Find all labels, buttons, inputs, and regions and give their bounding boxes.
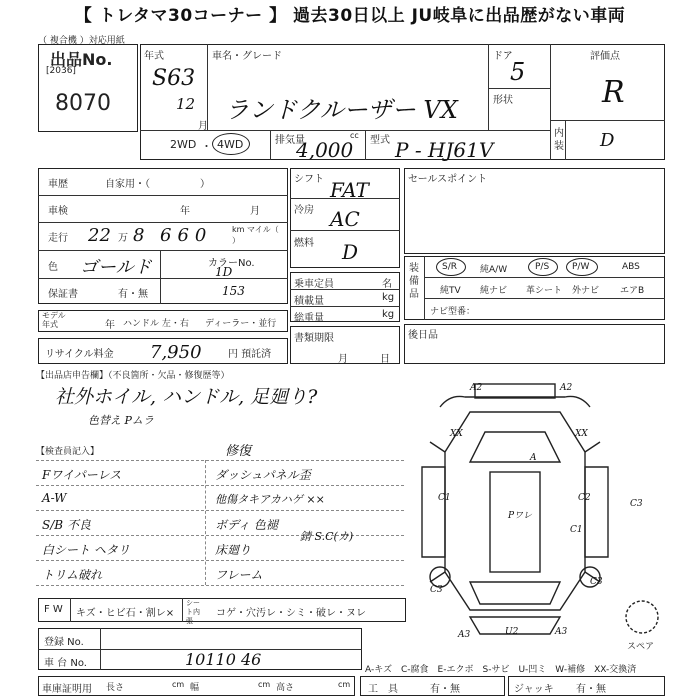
inspector-left-2: S/B 不良	[42, 518, 91, 532]
fw-label: F W	[44, 604, 63, 615]
score-label: 評価点	[590, 51, 620, 62]
warranty-value: 有・無	[118, 289, 148, 300]
cert-height: 高さ	[276, 683, 295, 693]
inspector-left-3: 白シート ヘタリ	[42, 543, 130, 557]
gross-label: 総重量	[294, 313, 324, 324]
exhibitor-note-line2: 色替え Pムラ	[88, 414, 154, 427]
doors-label: ドア	[493, 51, 513, 62]
mark-a: A	[530, 453, 537, 463]
lot-label: 出品No.	[50, 50, 113, 69]
inspector-left-4: トリム破れ	[42, 568, 103, 582]
doc-deadline-m: 月	[338, 354, 348, 365]
recycle-value: 7,950	[150, 342, 202, 363]
inspection-label: 車検	[48, 206, 68, 217]
eq-airbag: エアB	[620, 286, 645, 296]
equipment-label: 装備品	[409, 263, 419, 300]
mark-c3-left: C3	[430, 585, 443, 595]
mileage-a: 22	[88, 225, 111, 246]
mark-c3-right: C3	[590, 577, 603, 587]
model-dealer: ディーラー・並行	[205, 319, 277, 329]
jack-value: 有・無	[576, 684, 606, 695]
model-year-y: 年	[105, 320, 115, 331]
model-year-label: モデル年式	[42, 311, 66, 329]
inspection-month: 月	[250, 206, 260, 217]
mark-xx-left: XX	[450, 429, 463, 439]
model-handle: ハンドル 左・右	[123, 319, 189, 329]
type-label: 型式	[370, 135, 390, 146]
mileage-b: 8	[133, 225, 145, 246]
cooling-label: 冷房	[294, 205, 314, 216]
eq-navi: 純ナビ	[480, 286, 508, 296]
shape-label: 形状	[493, 95, 513, 106]
recycle-unit: 円 預託済	[228, 349, 272, 360]
capacity-unit: 名	[382, 279, 392, 290]
cert-cm1: cm	[172, 680, 185, 689]
mark-a3-left: A3	[458, 630, 471, 640]
history-label: 車歴	[48, 179, 68, 190]
eq-pw-circle	[566, 258, 598, 276]
drive-4wd: 4WD	[217, 138, 244, 151]
fuel-value: D	[342, 240, 359, 264]
afterwork-box	[404, 324, 665, 364]
fw-items: コゲ・穴汚レ・シミ・破レ・ヌレ	[216, 608, 366, 619]
eq-tv: 純TV	[440, 286, 461, 296]
inspector-left-1: A-W	[42, 491, 67, 505]
inspector-label: 【検査員記入】	[36, 447, 100, 457]
displacement-unit: cc	[350, 131, 359, 140]
inspector-right-0: ダッシュパネル歪	[215, 468, 311, 482]
tools-value: 有・無	[430, 684, 460, 695]
year-month-label: 月	[198, 121, 208, 132]
mark-c2: C2	[578, 493, 591, 503]
model-label: 車名・グレード	[212, 51, 282, 62]
capacity-label: 乗車定員	[294, 279, 334, 290]
mileage-c: 660	[160, 225, 213, 246]
mark-a3-right: A3	[555, 627, 568, 637]
year-value: S63	[152, 66, 196, 91]
eq-sr-circle	[436, 258, 466, 276]
jack-label: ジャッキ	[514, 684, 554, 695]
cert-cm3: cm	[338, 680, 351, 689]
mark-a2-left: A2	[470, 383, 483, 393]
drive-2wd: 2WD	[170, 138, 197, 151]
tools-label: 工 具	[368, 684, 398, 695]
inspection-year: 年	[180, 206, 190, 217]
year-month: 12	[176, 95, 196, 113]
eq-navi-model: ナビ型番：	[430, 307, 476, 317]
lot-number: 8070	[55, 91, 111, 116]
eq-extnavi: 外ナビ	[572, 286, 600, 296]
recycle-label: リサイクル料金	[45, 349, 114, 360]
eq-ps-circle	[528, 258, 558, 276]
eq-abs: ABS	[622, 262, 640, 272]
cert-cm2: cm	[258, 680, 271, 689]
fw-kizu: キズ・ヒビ石・割レ×	[76, 608, 175, 619]
fuel-label: 燃料	[294, 238, 314, 249]
interior-value: D	[600, 130, 615, 151]
reg-no-label: 登録 No.	[44, 637, 84, 648]
mark-c3-right-top: C3	[630, 499, 643, 509]
car-damage-diagram	[410, 372, 672, 644]
color-label: 色	[48, 262, 58, 273]
inspector-right-extra: 錆 S.C(カ)	[300, 530, 354, 543]
chassis-value: 10110 46	[185, 650, 262, 669]
load-unit: kg	[382, 292, 395, 303]
color-value: ゴールド	[80, 257, 152, 278]
eq-sr: S/R	[442, 262, 457, 272]
fw-sheet: シート内 張	[186, 599, 200, 625]
damage-legend: A-キズ C-腐食 E-エクボ S-サビ U-凹ミ W-補修 XX-交換済	[365, 665, 637, 675]
mileage-label: 走行	[48, 233, 68, 244]
color-no: 1D	[215, 265, 233, 279]
mark-pware: Pワレ	[508, 511, 533, 521]
mileage-unit: km マイル（ ）	[232, 225, 279, 245]
shift-value: FAT	[330, 178, 369, 202]
gross-unit: kg	[382, 309, 395, 320]
eq-aw: 純A/W	[480, 265, 508, 275]
exhibitor-note-line1: 社外ホイル, ハンドル, 足廻り?	[55, 386, 318, 408]
history-value: 自家用・（ ）	[105, 179, 210, 190]
cert-label: 車庫証明用	[42, 684, 92, 695]
inspector-right-3: 床廻り	[215, 543, 252, 557]
eq-pw: P/W	[572, 262, 590, 272]
doc-deadline-label: 書類期限	[294, 333, 334, 344]
inspector-right-4: フレーム	[215, 568, 263, 582]
mark-u2: U2	[505, 627, 519, 637]
interior-label: 内装	[554, 128, 564, 152]
displacement-value: 4,000	[296, 138, 354, 162]
inspector-right-top: 修復	[225, 444, 252, 459]
year-label: 年式	[144, 51, 164, 62]
chassis-label: 車 台 No.	[44, 658, 87, 669]
mark-xx-right: XX	[575, 429, 588, 439]
drive-sep: ・	[201, 140, 212, 153]
mark-c1-right: C1	[570, 525, 583, 535]
displacement-label: 排気量	[275, 135, 305, 146]
afterwork-label: 後日品	[408, 330, 438, 341]
top-banner: 【 トレタマ30コーナー 】 過去30日以上 JU岐阜に出品歴がない車両	[0, 0, 700, 32]
eq-ps: P/S	[535, 262, 550, 272]
exhibitor-note-label: 【出品店申告欄】（不良箇所・欠品・修復歴等）	[36, 371, 230, 381]
cert-width: 幅	[190, 683, 200, 693]
score-value: R	[602, 75, 625, 110]
color-code: 153	[222, 284, 245, 298]
cert-length: 長さ	[106, 683, 125, 693]
doc-deadline-d: 日	[380, 354, 390, 365]
mileage-man: 万	[118, 233, 128, 244]
eq-leather: 革シート	[526, 286, 563, 296]
spare-label: スペア	[627, 642, 655, 652]
doors-value: 5	[510, 58, 526, 86]
mark-a2-right: A2	[560, 383, 573, 393]
warranty-label: 保証書	[48, 289, 78, 300]
type-value: P - HJ61V	[395, 138, 494, 162]
lot-code: [2036]	[46, 66, 76, 76]
cooling-value: AC	[330, 207, 360, 231]
inspector-left-0: Fワイパーレス	[42, 468, 122, 482]
inspector-right-1: 他傷タキアカハゲ ××	[215, 493, 325, 506]
subheader: （ 複合機 ）対応用紙	[38, 36, 125, 46]
color-no-label: カラーNo.	[208, 258, 255, 269]
model-value: ランドクルーザー VX	[225, 96, 458, 124]
inspector-right-2: ボディ 色褪	[215, 518, 278, 532]
sales-point-label: セールスポイント	[408, 174, 488, 185]
mark-c1-left: C1	[438, 493, 451, 503]
shift-label: シフト	[294, 174, 324, 185]
load-label: 積載量	[294, 296, 324, 307]
